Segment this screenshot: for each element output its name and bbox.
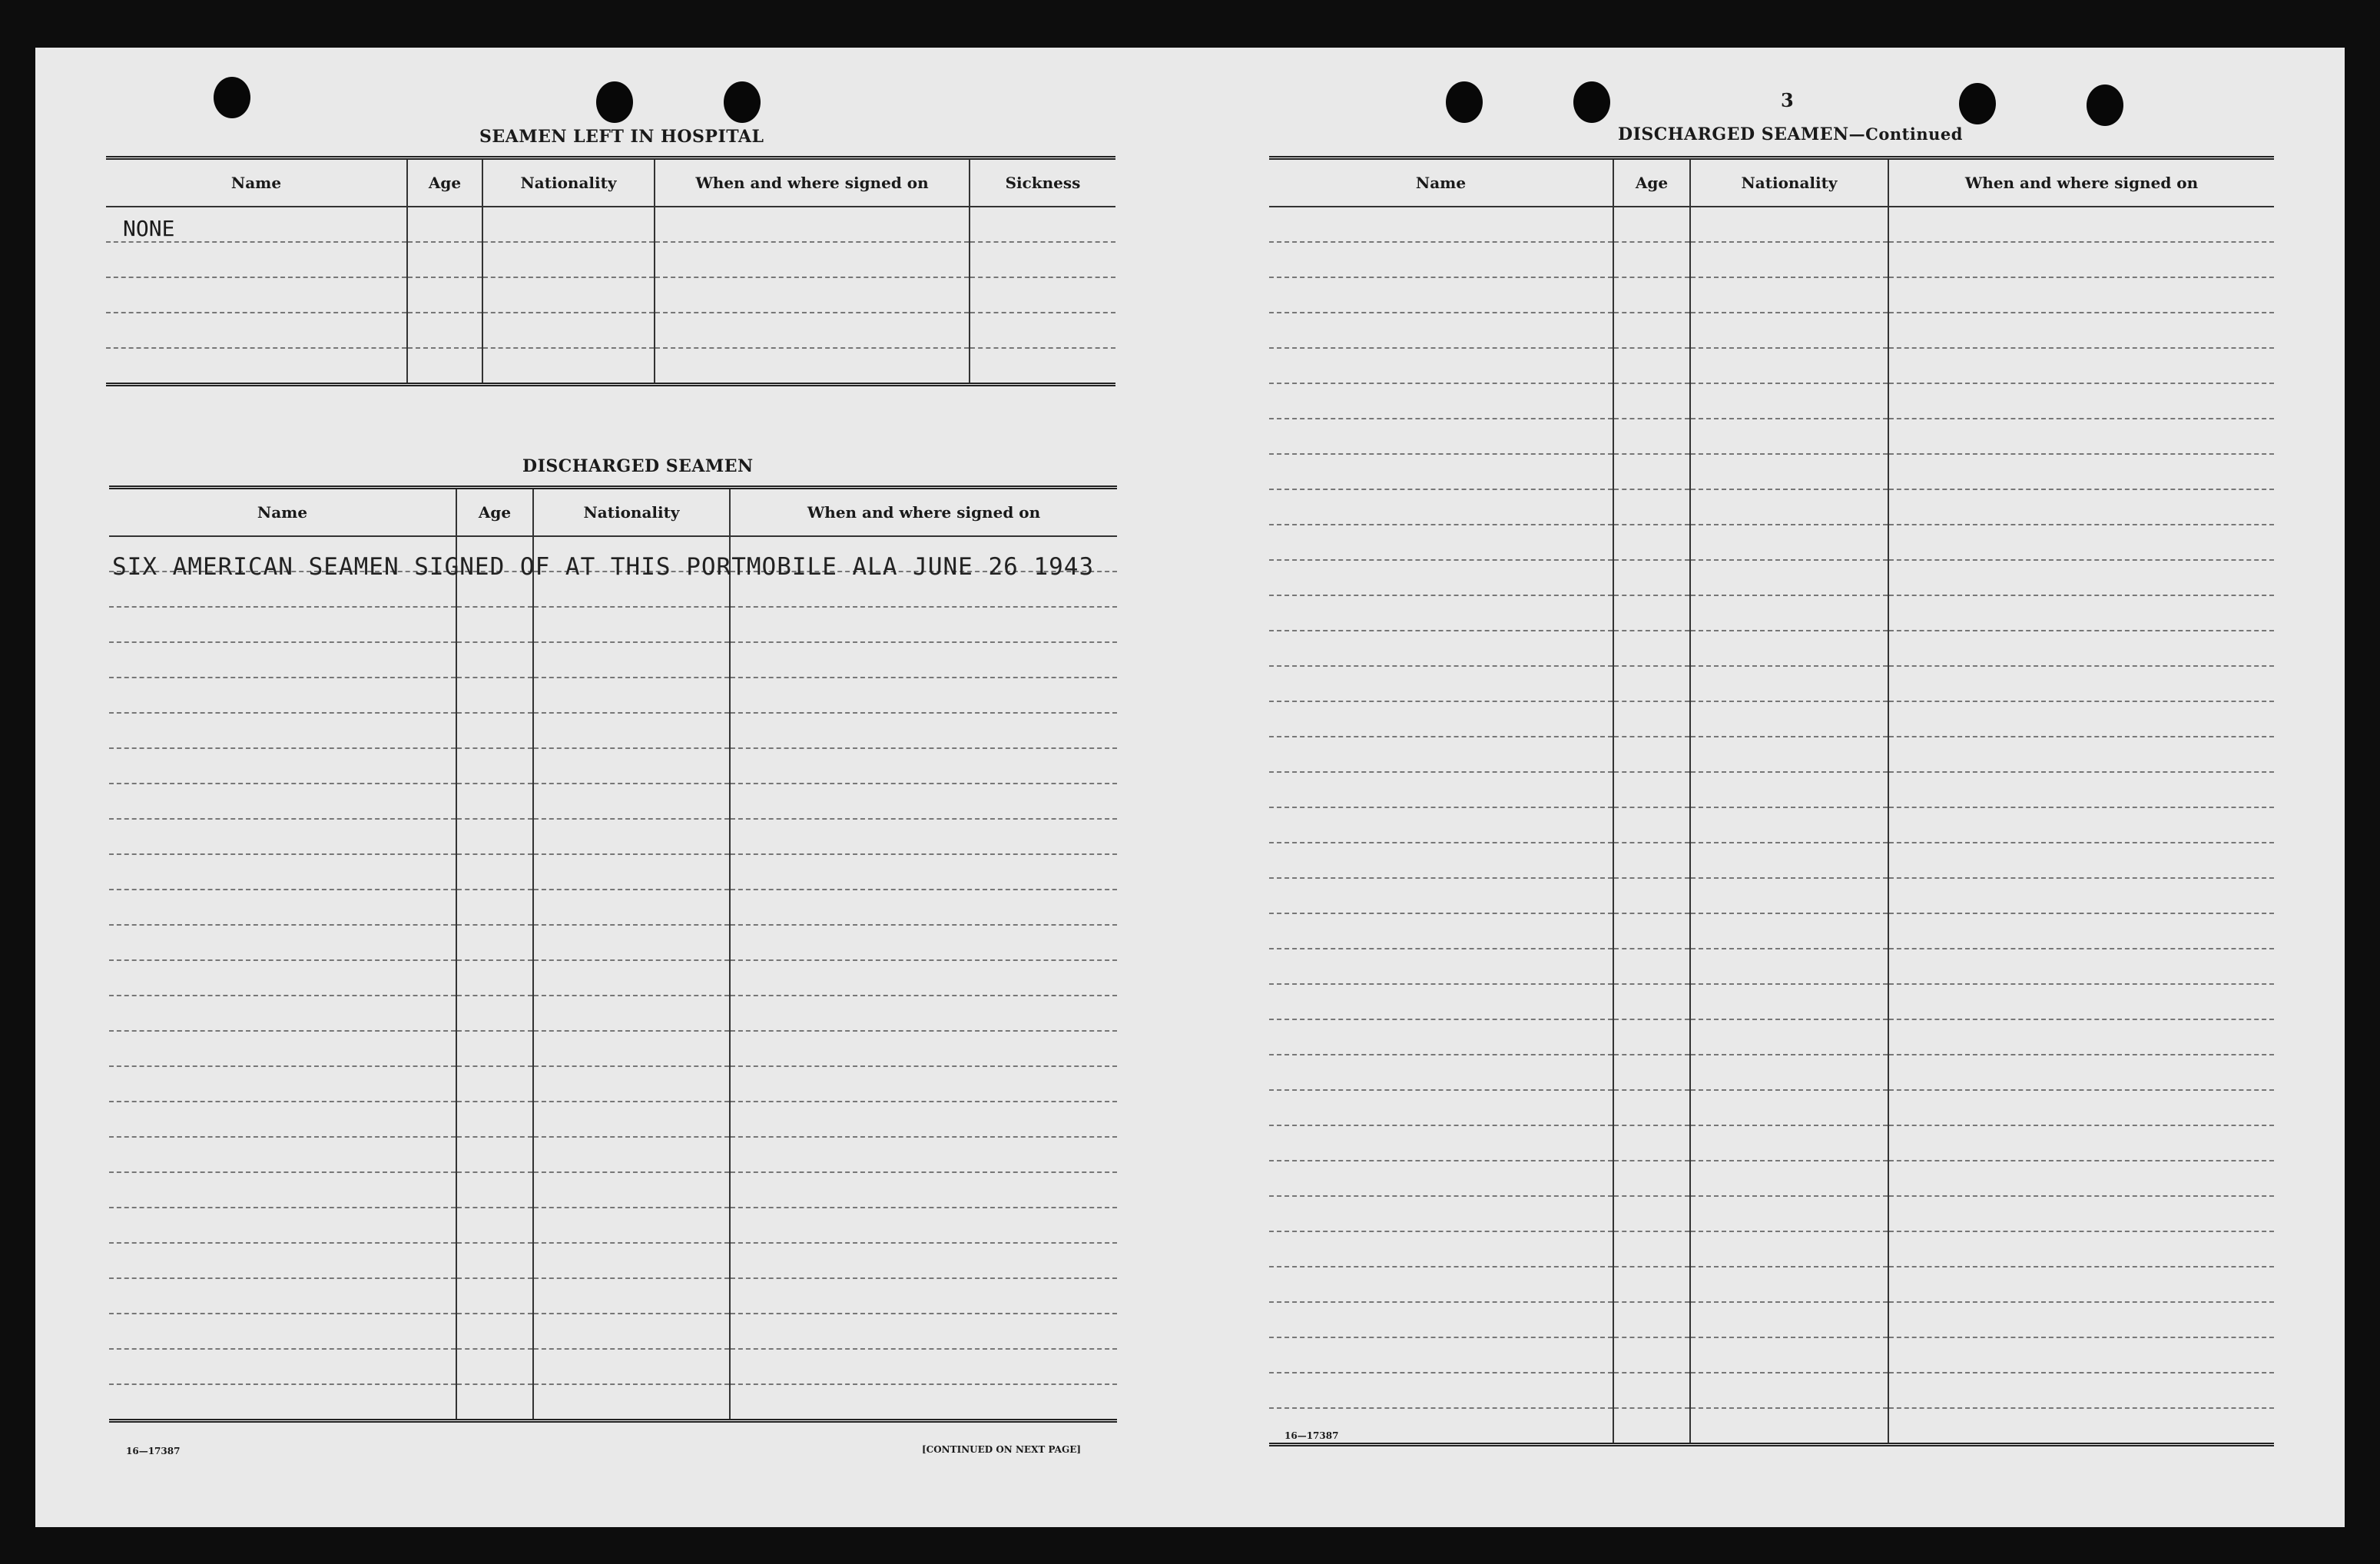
hospital-section-title: SEAMEN LEFT IN HOSPITAL <box>479 127 764 147</box>
punch-hole <box>724 81 761 123</box>
column-header-nationality: Nationality <box>482 158 655 207</box>
table-row <box>1269 1161 2274 1196</box>
column-header-age: Age <box>407 158 482 207</box>
table-row <box>1269 701 2274 737</box>
table-row <box>1269 1090 2274 1125</box>
table-row <box>1269 525 2274 560</box>
column-header-name: Name <box>1269 158 1613 207</box>
table-row <box>109 890 1117 925</box>
table-row <box>109 1384 1117 1421</box>
continued-note: [CONTINUED ON NEXT PAGE] <box>922 1444 1082 1455</box>
table-row <box>109 925 1117 960</box>
table-row <box>109 607 1117 642</box>
table-row <box>109 784 1117 819</box>
table-row <box>109 1172 1117 1208</box>
table-row <box>109 1349 1117 1384</box>
table-row <box>109 960 1117 996</box>
table-row <box>109 1208 1117 1243</box>
table-row <box>109 748 1117 784</box>
form-number: 16—17387 <box>1284 1430 1339 1441</box>
continued-section-title-main: DISCHARGED SEAMEN <box>1618 124 1849 144</box>
table-row <box>109 642 1117 678</box>
table-row <box>109 1066 1117 1102</box>
table-row <box>1269 1055 2274 1090</box>
table-row <box>1269 595 2274 631</box>
table-row <box>1269 419 2274 454</box>
table-row <box>1269 631 2274 666</box>
table-row <box>106 242 1115 277</box>
table-row <box>1269 913 2274 949</box>
table-row <box>109 1102 1117 1137</box>
column-header-signed-on: When and where signed on <box>655 158 970 207</box>
column-header-nationality: Nationality <box>533 488 730 537</box>
table-row <box>1269 1267 2274 1302</box>
column-header-signed-on: When and where signed on <box>1888 158 2274 207</box>
table-row <box>109 1031 1117 1066</box>
discharged-entry: SIX AMERICAN SEAMEN SIGNED OF AT THIS PORTMOBILE ALA JUNE 26 1943 <box>112 553 1095 581</box>
table-row <box>1269 1337 2274 1373</box>
column-header-nationality: Nationality <box>1690 158 1888 207</box>
table-row <box>1269 242 2274 277</box>
table-row <box>109 1314 1117 1349</box>
table-row <box>106 313 1115 348</box>
continued-section-title <box>1618 124 1963 144</box>
discharged-continued-table <box>1269 156 2274 1446</box>
continued-section-title-suffix: —Continued <box>1848 124 1963 144</box>
table-row <box>1269 1019 2274 1055</box>
table-row <box>109 819 1117 854</box>
punch-hole <box>596 81 633 123</box>
table-row <box>106 348 1115 385</box>
table-row <box>109 1137 1117 1172</box>
table-row <box>1269 1231 2274 1267</box>
table-row <box>1269 807 2274 843</box>
form-number: 16—17387 <box>126 1446 181 1456</box>
column-header-age: Age <box>1613 158 1690 207</box>
table-row <box>1269 1408 2274 1445</box>
punch-hole <box>214 77 250 118</box>
table-row <box>109 996 1117 1031</box>
table-row <box>1269 1125 2274 1161</box>
table-row <box>1269 843 2274 878</box>
table-row <box>1269 277 2274 313</box>
page-number: 3 <box>1781 89 1794 111</box>
table-header-row <box>109 488 1117 537</box>
column-header-sickness: Sickness <box>970 158 1115 207</box>
punch-hole <box>2087 84 2123 126</box>
table-header-row <box>1269 158 2274 207</box>
table-row <box>1269 454 2274 489</box>
hospital-entry: NONE <box>106 207 407 242</box>
table-row <box>1269 949 2274 984</box>
table-row <box>1269 984 2274 1019</box>
table-row <box>1269 1302 2274 1337</box>
table-row <box>1269 666 2274 701</box>
table-row <box>1269 313 2274 348</box>
table-row <box>109 713 1117 748</box>
table-row <box>1269 1196 2274 1231</box>
table-row <box>109 678 1117 713</box>
table-row <box>1269 489 2274 525</box>
column-header-age: Age <box>456 488 533 537</box>
table-row <box>1269 1373 2274 1408</box>
punch-hole <box>1446 81 1483 123</box>
table-row <box>1269 772 2274 807</box>
table-row <box>1269 383 2274 419</box>
discharged-table <box>109 485 1117 1423</box>
discharged-section-title: DISCHARGED SEAMEN <box>522 456 754 476</box>
punch-hole <box>1573 81 1610 123</box>
table-row <box>1269 737 2274 772</box>
column-header-name: Name <box>109 488 456 537</box>
table-row <box>1269 878 2274 913</box>
table-row <box>1269 560 2274 595</box>
table-row <box>109 1278 1117 1314</box>
table-row <box>106 277 1115 313</box>
table-row <box>1269 348 2274 383</box>
table-row <box>109 854 1117 890</box>
table-header-row <box>106 158 1115 207</box>
punch-hole <box>1959 83 1996 124</box>
column-header-signed-on: When and where signed on <box>730 488 1117 537</box>
column-header-name: Name <box>106 158 407 207</box>
table-row <box>106 207 1115 242</box>
table-row <box>1269 207 2274 242</box>
table-row <box>109 1243 1117 1278</box>
hospital-table <box>106 156 1115 386</box>
